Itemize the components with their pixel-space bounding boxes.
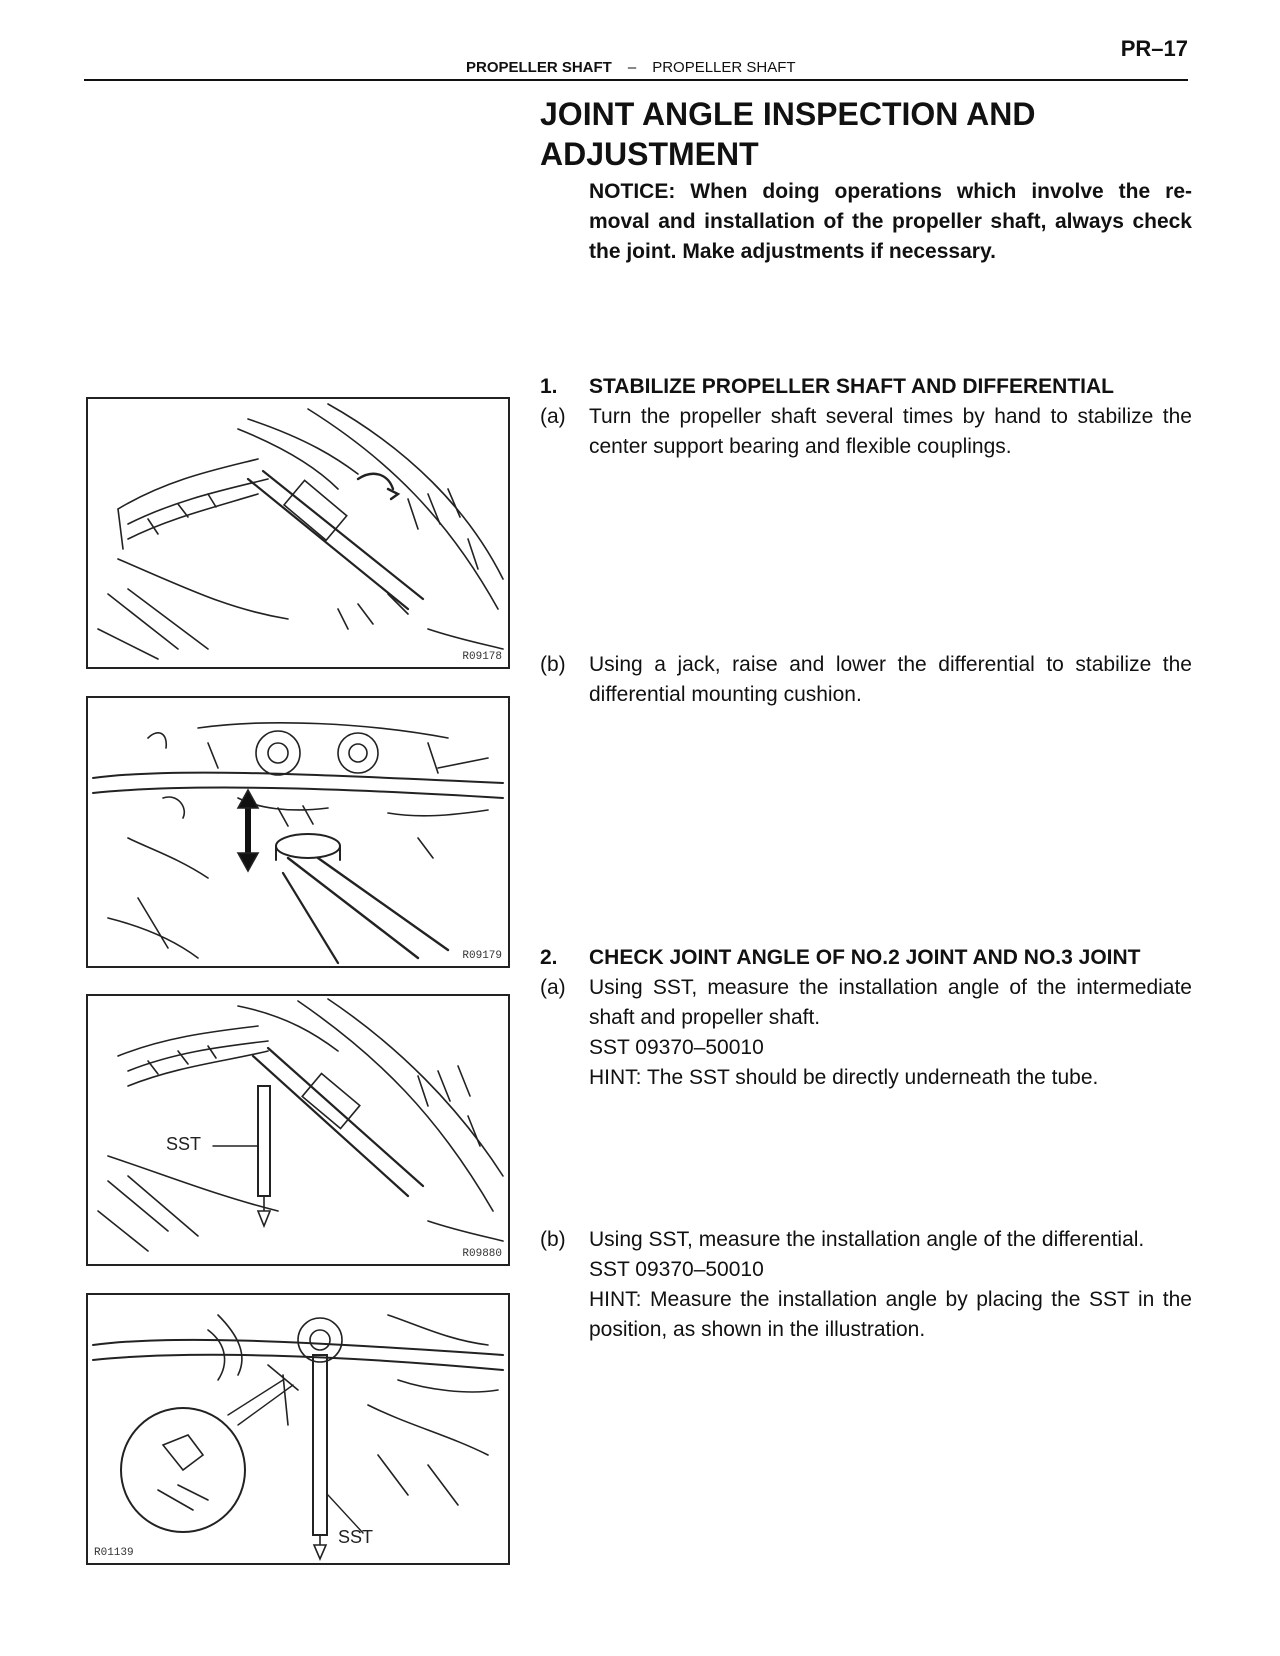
step2-heading: CHECK JOINT ANGLE OF NO.2 JOINT AND NO.3 JOINT [589, 946, 1141, 969]
figure-sst-differential [86, 1293, 510, 1565]
step2-a-sst: SST 09370–50010 [589, 1036, 764, 1059]
step1-b-text: Using a jack, raise and lower the differential to stabilize the differential mounting cushion. [589, 653, 1192, 706]
figure1-code: R09178 [462, 651, 502, 663]
step1-b-label: (b) [540, 653, 566, 676]
page-title: JOINT ANGLE INSPECTION AND ADJUSTMENT [540, 96, 1036, 172]
figure3-code: R09880 [462, 1248, 502, 1260]
step1b-block [540, 650, 1192, 710]
step2-number: 2. [540, 946, 558, 969]
page-number: PR–17 [1120, 36, 1188, 61]
figure-propeller-shaft-rotation [86, 397, 510, 669]
step1-heading: STABILIZE PROPELLER SHAFT AND DIFFERENTIAL [589, 375, 1114, 398]
step2-a-text: Using SST, measure the installation angle of the intermediate shaft and propeller shaft. [589, 976, 1192, 1029]
header-subsection: PROPELLER SHAFT [652, 59, 796, 76]
step1-number: 1. [540, 375, 558, 398]
step2-b-label: (b) [540, 1228, 566, 1251]
figure4-code: R01139 [94, 1547, 134, 1559]
step2-b-text: Using SST, measure the installation angle of the differential. [589, 1228, 1145, 1251]
step1-a-label: (a) [540, 405, 566, 428]
step2-a-hint: HINT: The SST should be directly underneath the tube. [589, 1066, 1099, 1089]
figure-differential-jack [86, 696, 510, 968]
figure2-code: R09179 [462, 950, 502, 962]
step2-a-label: (a) [540, 976, 566, 999]
figure3-sst-label: SST [166, 1134, 202, 1154]
step2-b-hint: HINT: Measure the installation angle by placing the SST in the position, as shown in the illustration. [589, 1288, 1192, 1341]
running-header [466, 59, 796, 76]
figure-sst-intermediate-shaft [86, 994, 510, 1266]
step1-a-text: Turn the propeller shaft several times by hand to stabilize the center support bearing and flexible couplings. [589, 405, 1192, 458]
step2-block [540, 943, 1192, 1093]
header-separator: – [627, 59, 637, 76]
figure4-sst-label: SST [338, 1527, 374, 1547]
header-section: PROPELLER SHAFT [466, 59, 612, 76]
step1-block [540, 372, 1192, 462]
step2b-block [540, 1225, 1192, 1345]
step2-b-sst: SST 09370–50010 [589, 1258, 764, 1281]
header-rule [84, 79, 1188, 81]
notice-text: NOTICE: When doing operations which involve the re- moval and installation of the propeller shaft, always check the joint. Make adjustments if necessary. [589, 180, 1192, 263]
